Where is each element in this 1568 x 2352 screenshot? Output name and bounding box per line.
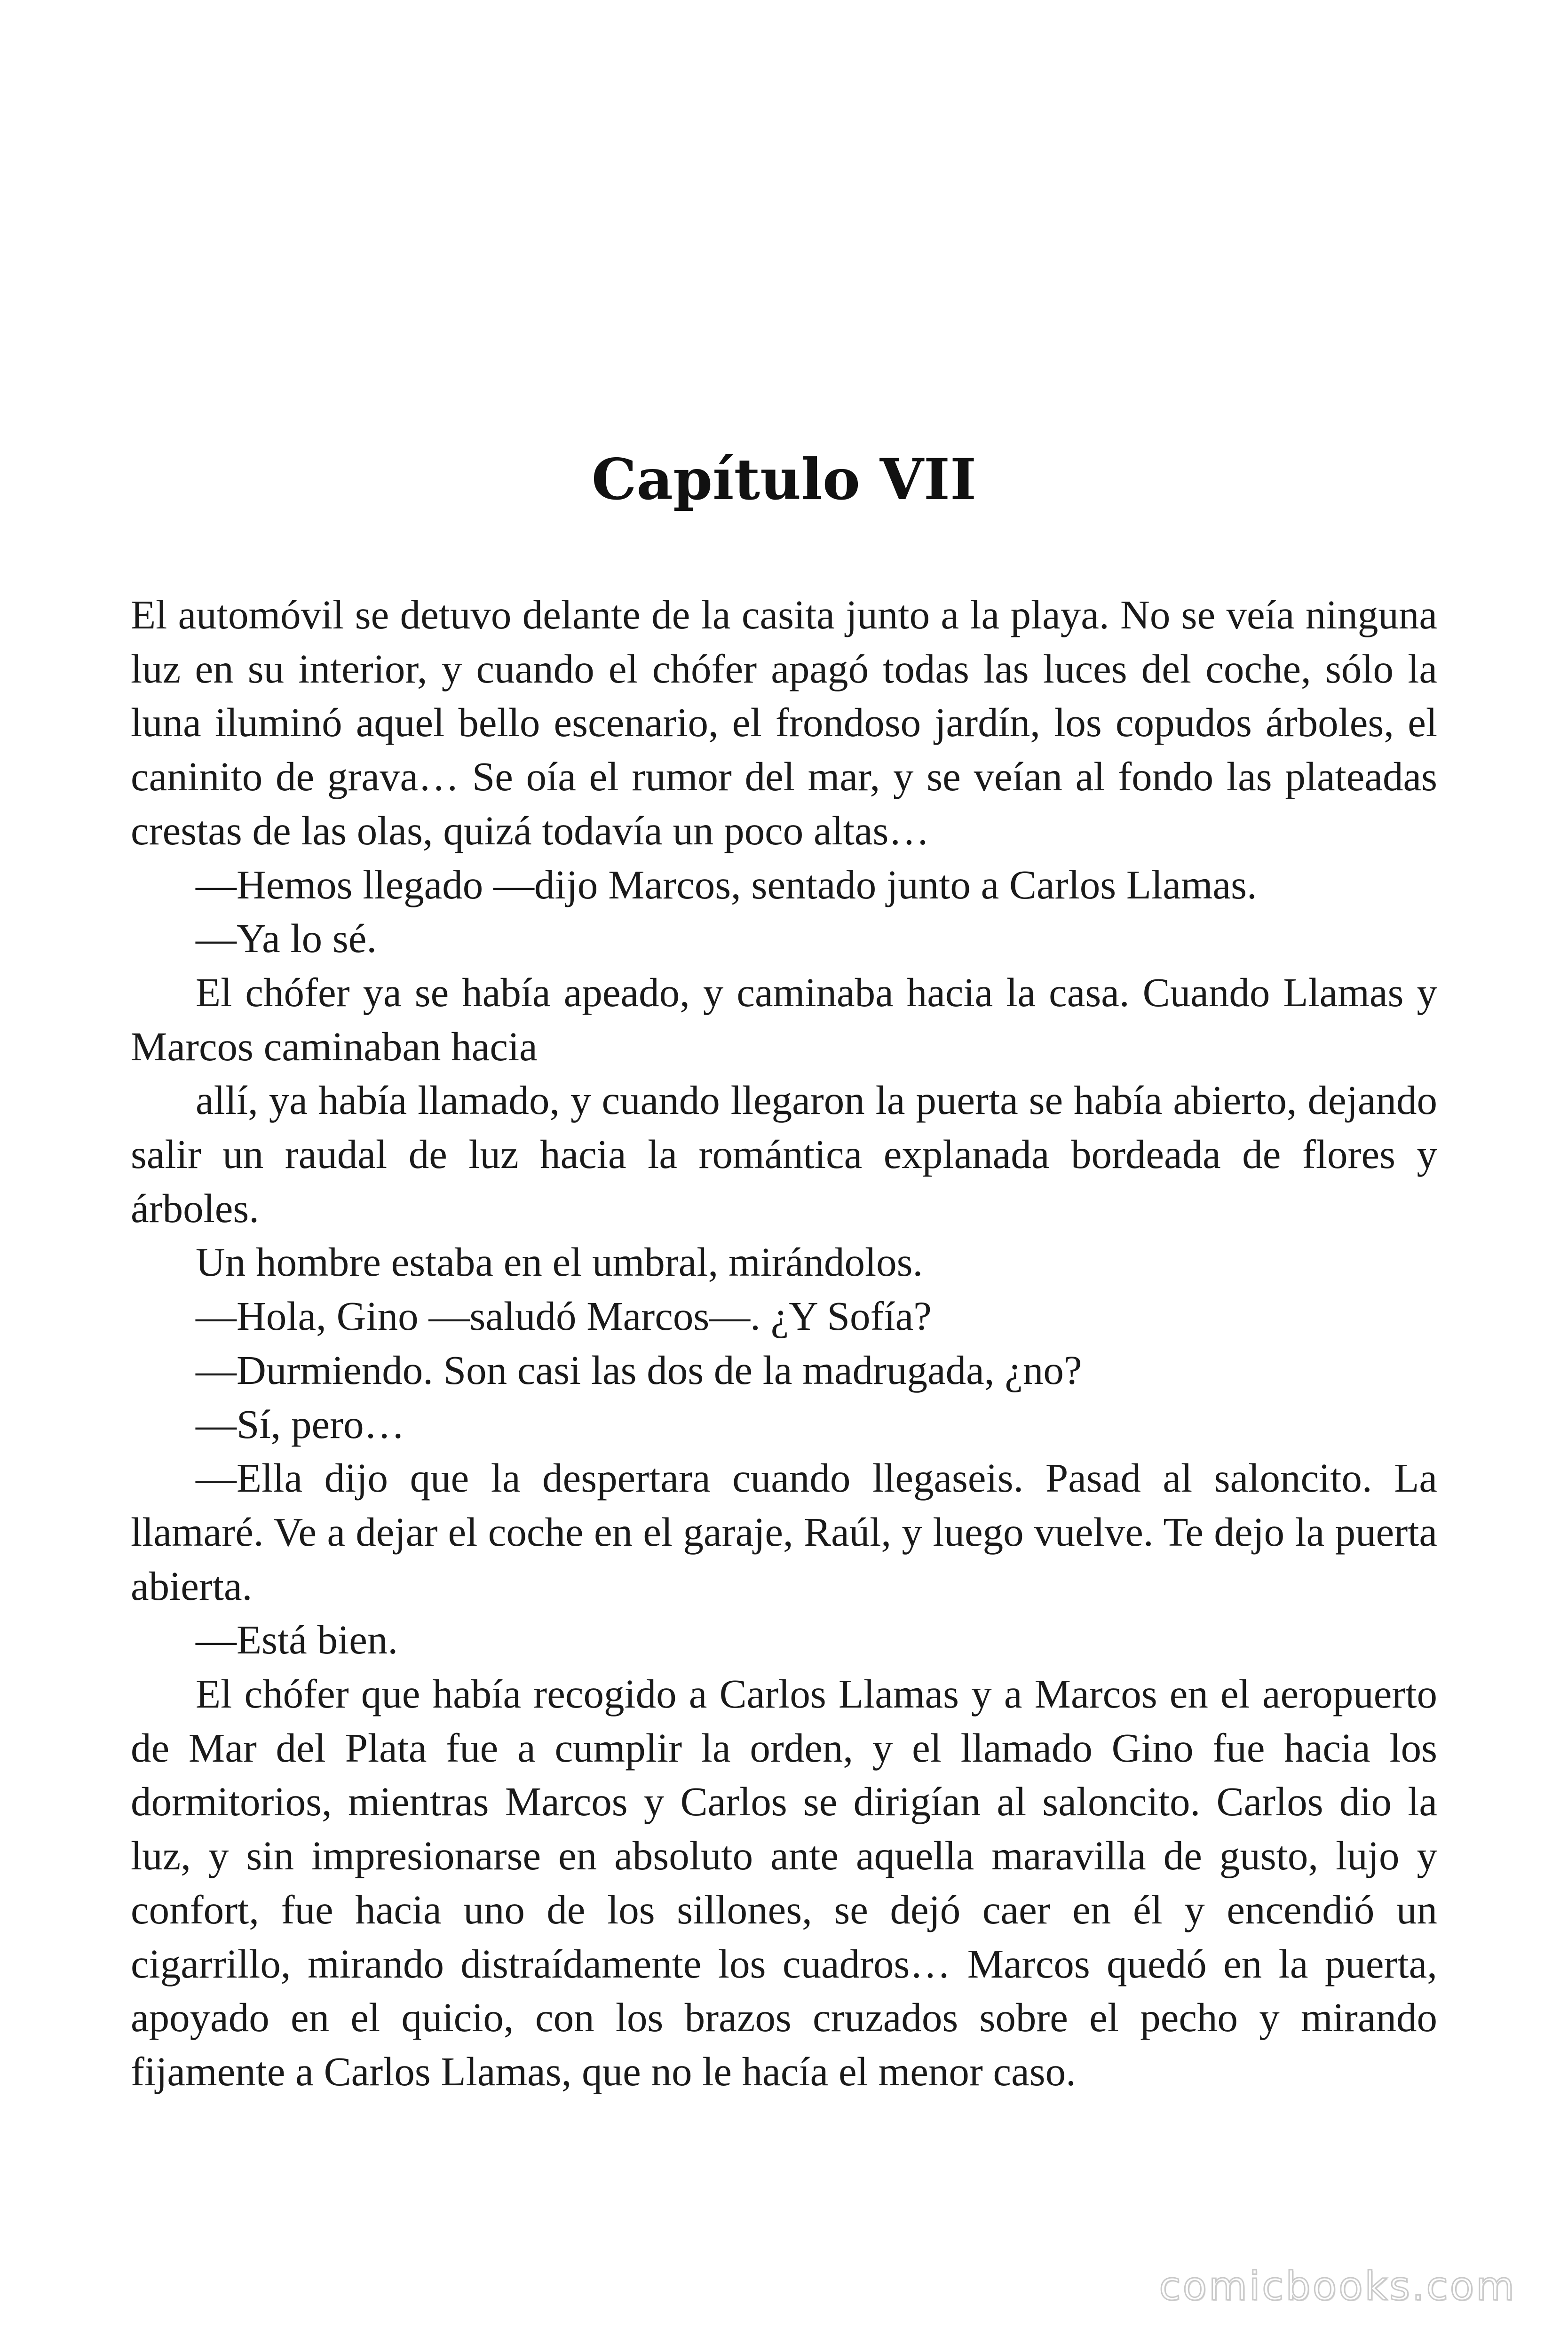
paragraph-4: El chófer ya se había apeado, y caminaba hacia la casa. Cuando Llamas y Marcos caminaban hacia — [131, 969, 1437, 1069]
paragraph-10: —Ella dijo que la despertara cuando llegaseis. Pasad al saloncito. La llamaré. Ve a dejar el coche en el garaje, Raúl, y luego vuelve. Te dejo la puerta abierta. — [131, 1455, 1437, 1609]
paragraph-2: —Hemos llegado —dijo Marcos, sentado junto a Carlos Llamas. — [196, 861, 1257, 907]
paragraph-12: El chófer que había recogido a Carlos Llamas y a Marcos en el aeropuerto de Mar del Plata fue a cumplir la orden, y el llamado Gino fue hacia los dormitorios, mientras Marcos y Carlos se dirigían al saloncito. Carlos dio la luz, y sin impresionarse en absoluto ante aquella maravilla de gusto, lujo y confort, fue hacia uno de los sillones, se dejó caer en él y encendió un cigarrillo, mirando distraídamente los cuadros… Marcos quedó en la puerta, apoyado en el quicio, con los brazos cruzados sobre el pecho y mirando fijamente a Carlos Llamas, que no le hacía el menor caso. — [131, 1671, 1437, 2094]
watermark-logo: comicbooks.com — [1159, 2263, 1516, 2309]
paragraph-1: El automóvil se detuvo delante de la casita junto a la playa. No se veía ninguna luz en su interior, y cuando el chófer apagó todas las luces del coche, sólo la luna iluminó aquel bello escenario, el frondoso jardín, los copudos árboles, el caninito de grava… Se oía el rumor del mar, y se veían al fondo las plateadas crestas de las olas, quizá todavía un poco altas… — [131, 592, 1437, 853]
paragraph-6: Un hombre estaba en el umbral, mirándolos. — [196, 1239, 923, 1285]
paragraph-3: —Ya lo sé. — [196, 915, 377, 961]
paragraph-11: —Está bien. — [196, 1617, 398, 1663]
paragraph-5: allí, ya había llamado, y cuando llegaron la puerta se había abierto, dejando salir un raudal de luz hacia la romántica explanada bordeada de flores y árboles. — [131, 1077, 1437, 1231]
chapter-body — [131, 588, 1437, 2099]
paragraph-9: —Sí, pero… — [196, 1401, 405, 1447]
paragraph-7: —Hola, Gino —saludó Marcos—. ¿Y Sofía? — [196, 1293, 932, 1339]
paragraph-8: —Durmiendo. Son casi las dos de la madrugada, ¿no? — [196, 1347, 1082, 1393]
chapter-title: Capítulo VII — [591, 446, 977, 513]
